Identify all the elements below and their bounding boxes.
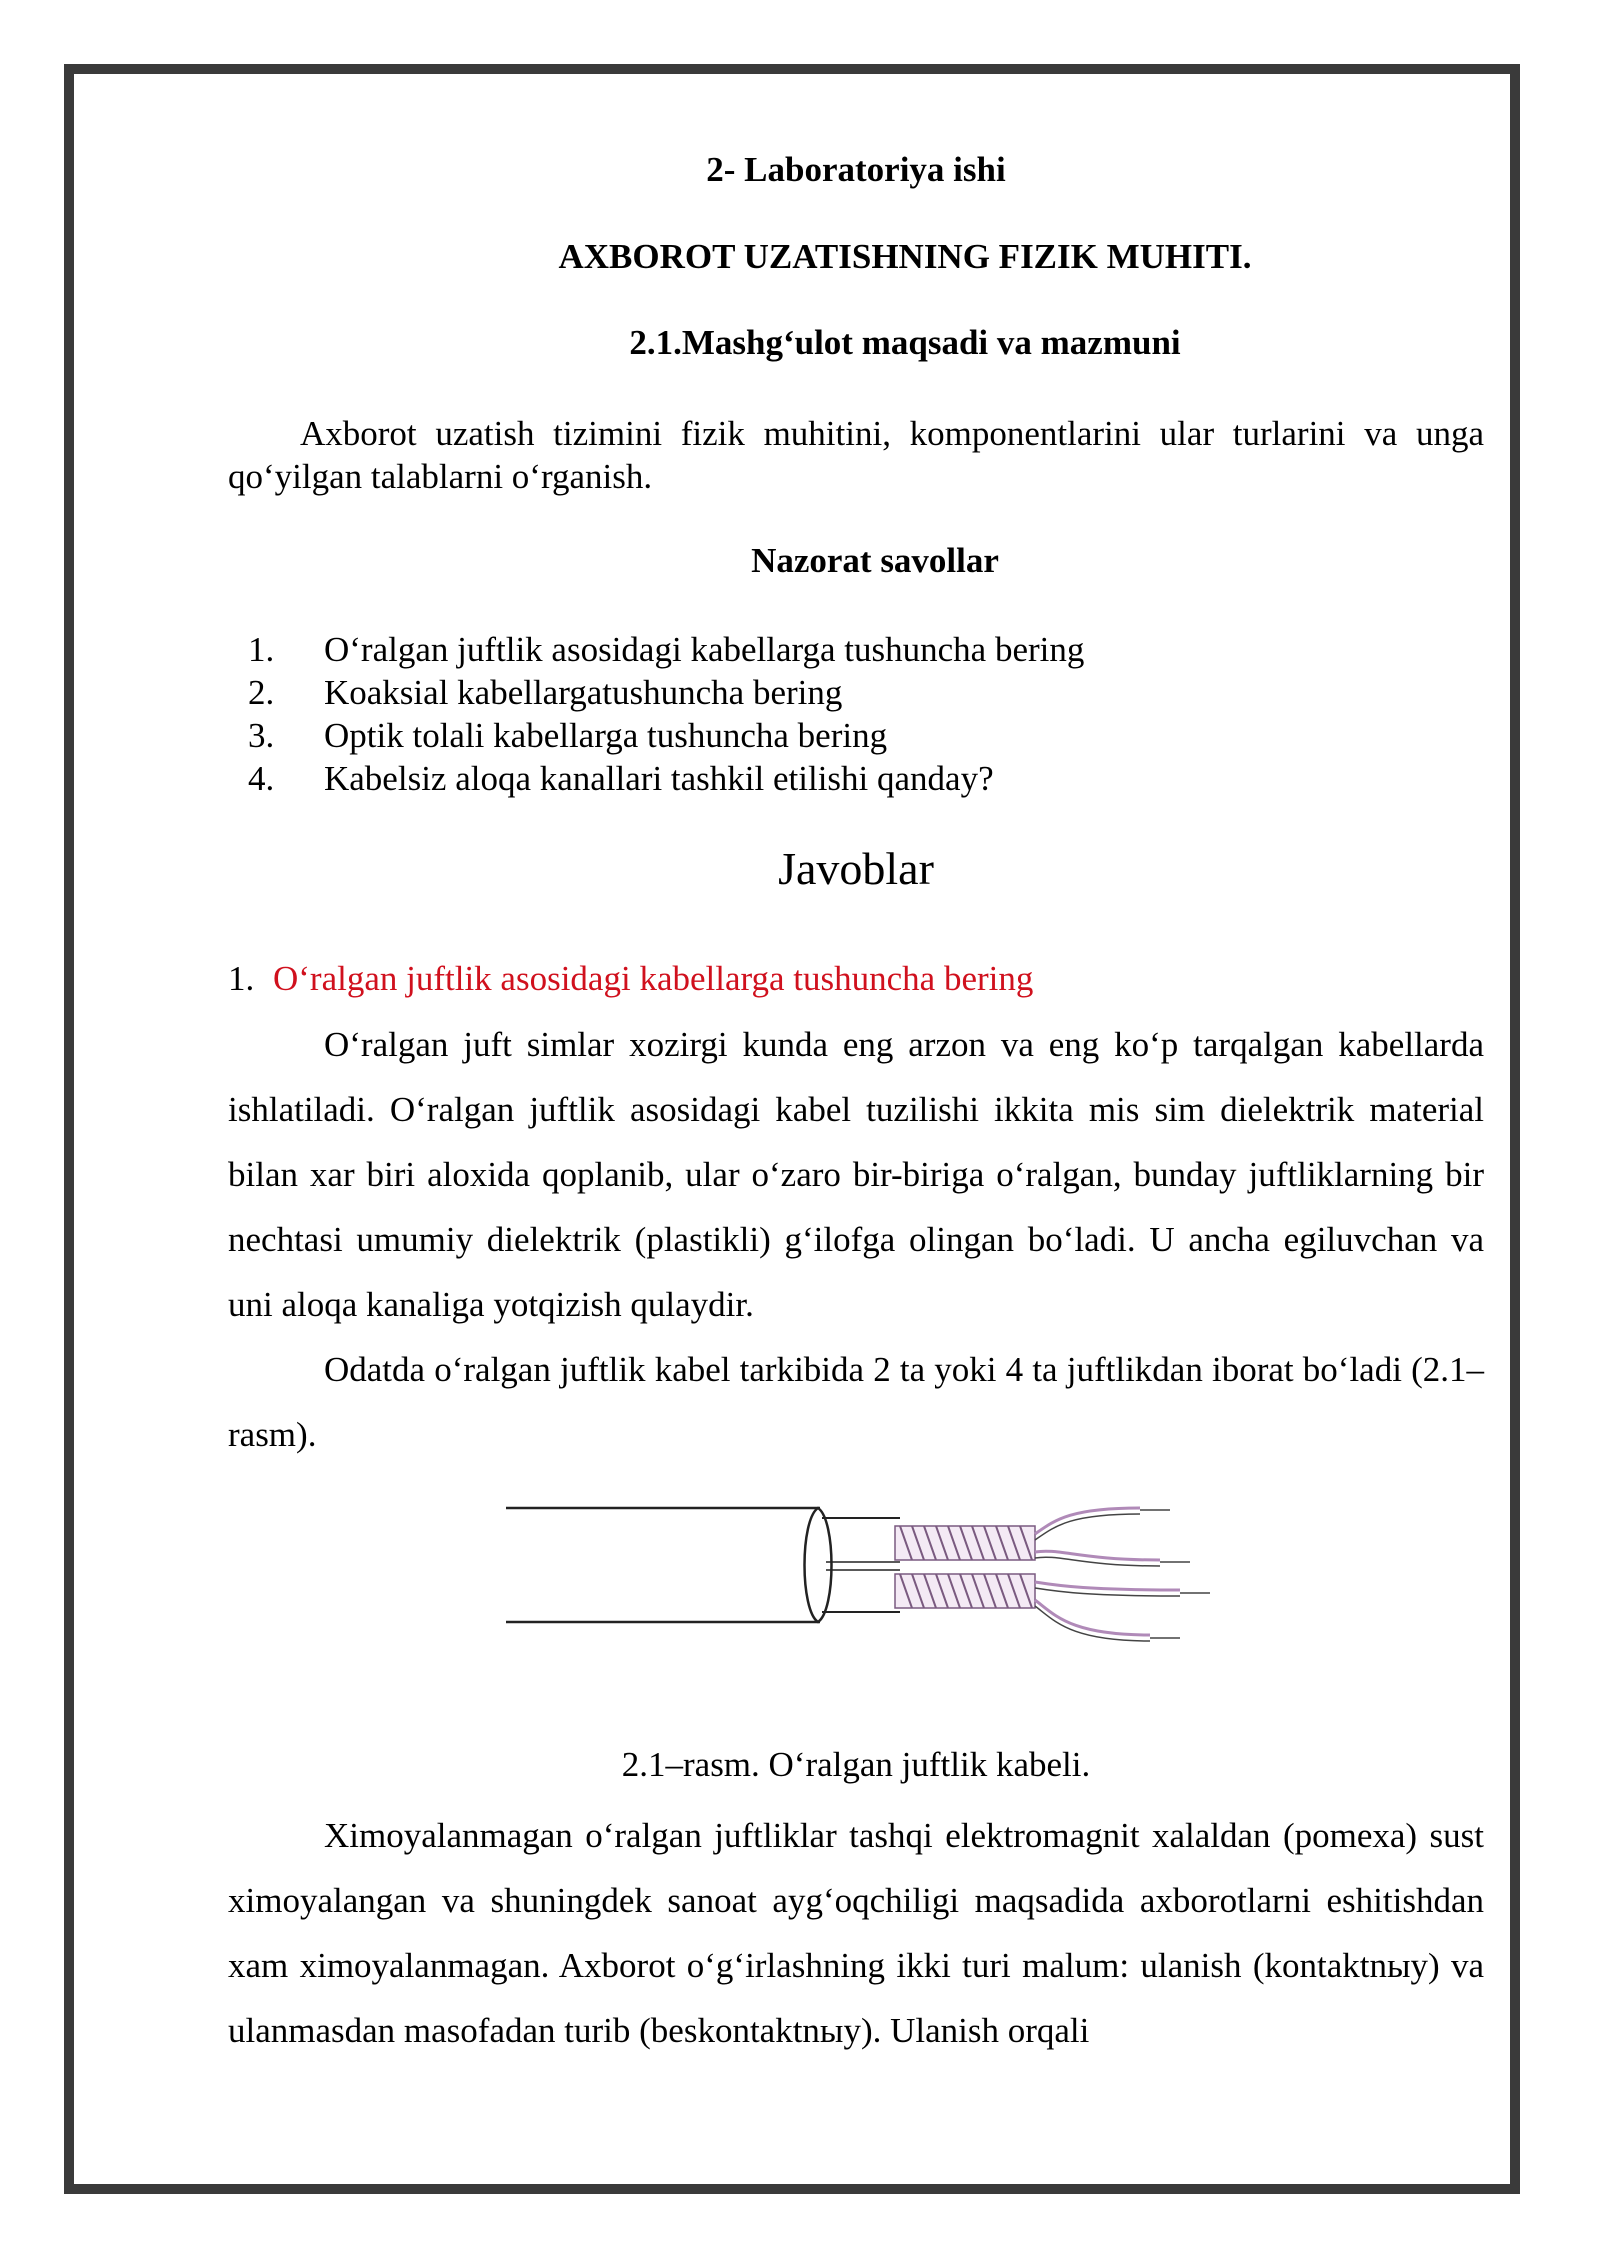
paragraph-3: Ximoyalanmagan o‘ralgan juftliklar tashqi elektromagnit xalaldan (pomexa) sust ximoyalangan va shuningdek sanoat ayg‘oqchiligi maqsadida axborotlarni eshitishdan xam ximoyalanmagan. Axborot o‘g‘irlashning ikki turi malum: ulanish (kontaktnыy) va ulanmasdan masofadan turib (beskontaktnыy). Ulanish orqali <box>228 1816 1484 2050</box>
paragraph-2: Odatda o‘ralgan juftlik kabel tarkibida 2 ta yoki 4 ta juftlikdan iborat bo‘ladi (2.1–rasm). <box>228 1350 1484 1454</box>
question-number: 1. <box>248 630 275 669</box>
questions-title: Nazorat savollar <box>751 541 999 580</box>
question-text: O‘ralgan juftlik asosidagi kabellarga tushuncha bering <box>324 630 1085 669</box>
purpose-line-2: qo‘yilgan talablarni o‘rganish. <box>228 457 653 496</box>
answer-question-1 <box>228 954 1033 1004</box>
lab-title: 2- Laboratoriya ishi <box>706 150 1006 189</box>
list-item <box>228 714 1484 757</box>
question-number: 4. <box>248 759 275 798</box>
figure-caption: 2.1–rasm. O‘ralgan juftlik kabeli. <box>621 1745 1091 1784</box>
lab-subtitle: AXBOROT UZATISHNING FIZIK MUHITI. <box>558 237 1252 276</box>
purpose-paragraph <box>228 412 1484 498</box>
answers-heading: Javoblar <box>778 843 934 894</box>
list-item <box>228 628 1484 671</box>
paragraph-1: O‘ralgan juft simlar xozirgi kunda eng arzon va eng ko‘p tarqalgan kabellarda ishlatiladi. O‘ralgan juftlik asosidagi kabel tuzilishi ikkita mis sim dielektrik material bilan xar biri aloxida qoplanib, ular o‘zaro bir-biriga o‘ralgan, bunday juftliklarning bir nechtasi umumiy dielektrik (plastikli) g‘ilofga olingan bo‘ladi. U ancha egiluvchan va uni aloqa kanaliga yotqizish qulaydir. <box>228 1025 1484 1324</box>
question-text: Optik tolali kabellarga tushuncha bering <box>324 716 888 755</box>
questions-list <box>228 628 1484 800</box>
list-item <box>228 757 1484 800</box>
list-item <box>228 671 1484 714</box>
question-text: Koaksial kabellargatushuncha bering <box>324 673 843 712</box>
section-title: 2.1.Mashg‘ulot maqsadi va mazmuni <box>629 323 1181 362</box>
purpose-line-1: Axborot uzatish tizimini fizik muhitini, komponentlarini ular turlarini va unga <box>300 414 1484 453</box>
answer-number: 1. <box>228 959 255 998</box>
question-number: 3. <box>248 716 275 755</box>
question-text: Kabelsiz aloqa kanallari tashkil etilishi qanday? <box>324 759 994 798</box>
answer-question-text: O‘ralgan juftlik asosidagi kabellarga tushuncha bering <box>273 959 1034 998</box>
twisted-pair-cable-figure <box>500 1490 1220 1660</box>
question-number: 2. <box>248 673 275 712</box>
